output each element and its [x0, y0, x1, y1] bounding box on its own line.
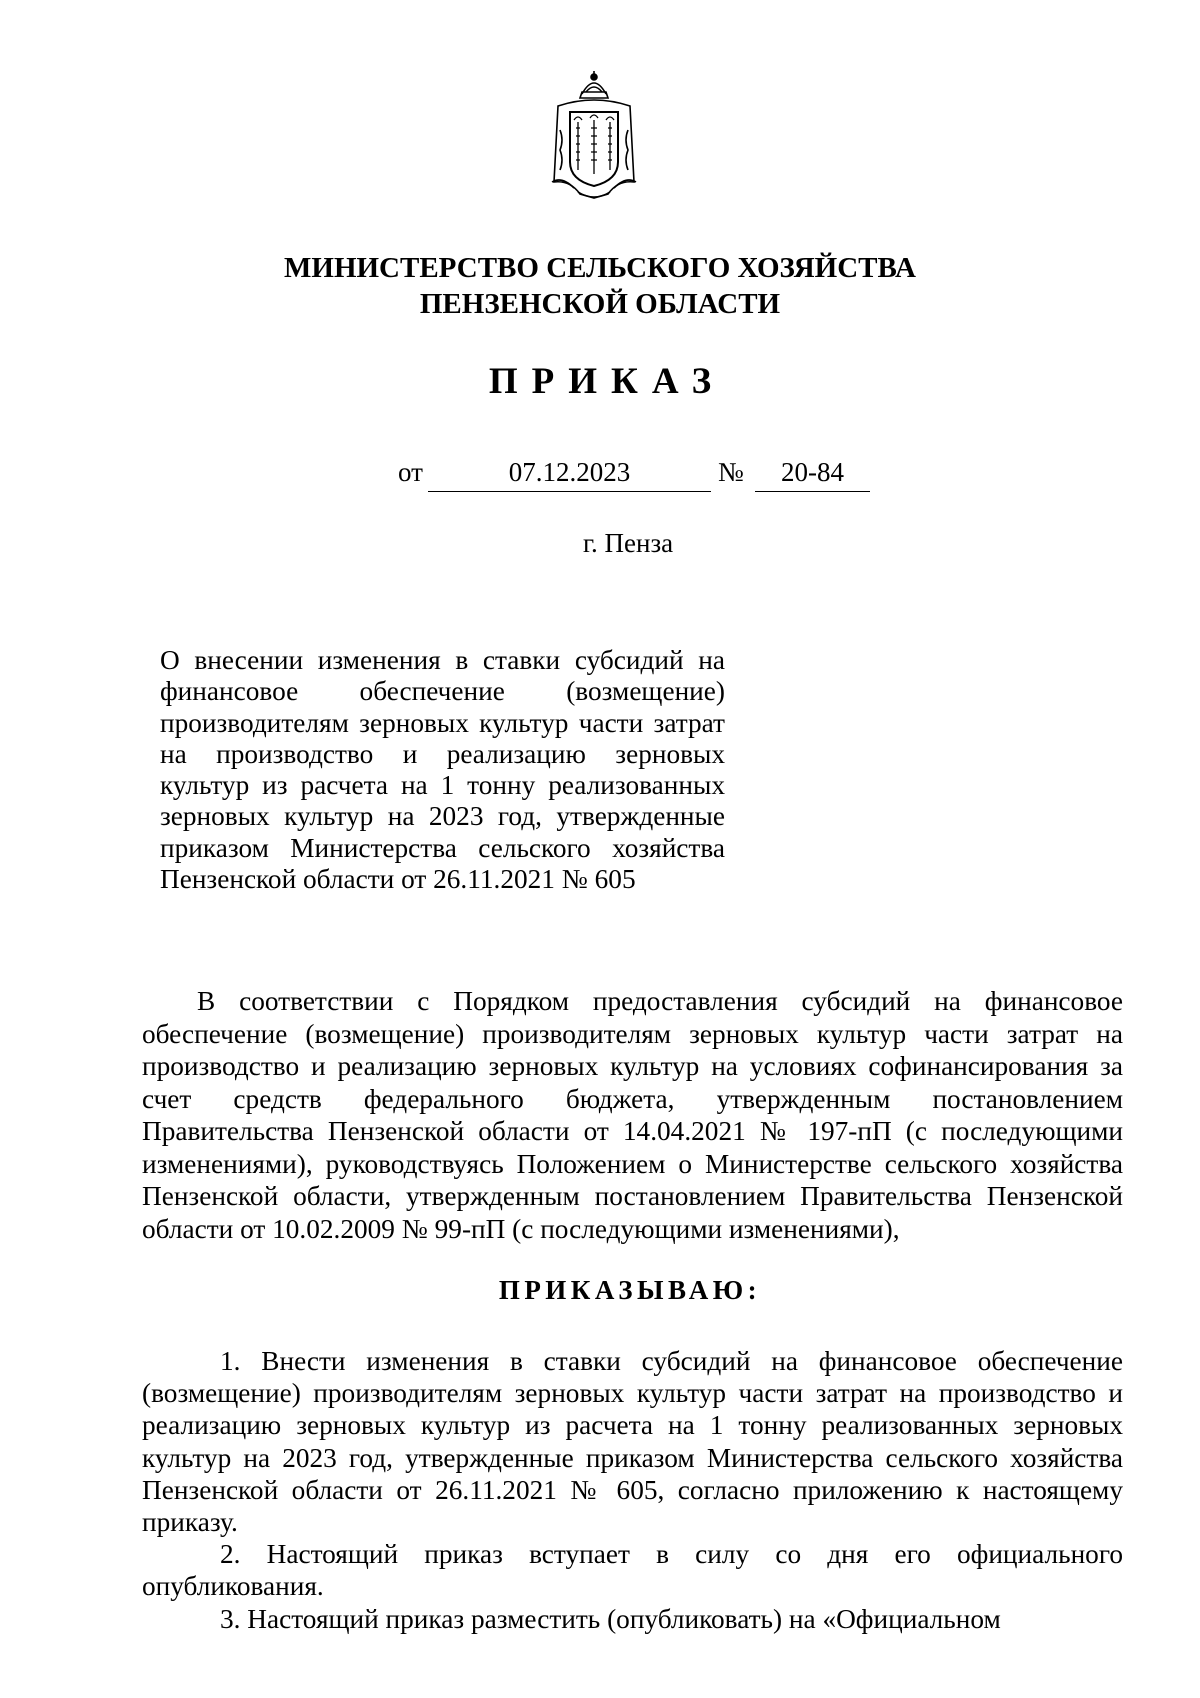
date-prefix: от	[398, 457, 423, 487]
order-subject: О внесении изменения в ставки субсидий на финансовое обеспечение (возмещение) производителям зерновых культур части затрат на производство и реализацию зерновых культур из расчета на 1 тонну реализованных зерновых культур на 2023 год, утвержденные приказом Министерства сельского хозяйства Пензенской области от 26.11.2021 № 605	[160, 645, 725, 895]
order-items	[142, 1345, 1123, 1635]
order-item-1: 1. Внести изменения в ставки субсидий на финансовое обеспечение (возмещение) производителям зерновых культур части затрат на производство и реализацию зерновых культур из расчета на 1 тонну реализованных зерновых культур на 2023 год, утвержденные приказом Министерства сельского хозяйства Пензенской области от 26.11.2021 № 605, согласно приложению к настоящему приказу.	[142, 1346, 1123, 1538]
coat-of-arms-icon	[548, 70, 640, 202]
order-item-2: 2. Настоящий приказ вступает в силу со дня его официального опубликования.	[142, 1539, 1123, 1602]
number-prefix: №	[718, 457, 744, 487]
order-item-3: 3. Настоящий приказ разместить (опубликовать) на «Официальном	[220, 1603, 1001, 1634]
order-date: 07.12.2023	[428, 457, 711, 492]
order-number: 20-84	[755, 457, 870, 492]
ministry-line-2: ПЕНЗЕНСКОЙ ОБЛАСТИ	[419, 288, 781, 320]
preamble-paragraph: В соответствии с Порядком предоставления субсидий на финансовое обеспечение (возмещение) производителям зерновых культур части затрат на производство и реализацию зерновых культур на условиях софинансирования за счет средств федерального бюджета, утвержденным постановлением Правительства Пензенской области от 14.04.2021 № 197-пП (с последующими изменениями), руководствуясь Положением о Министерстве сельского хозяйства Пензенской области, утвержденным постановлением Правительства Пензенской области от 10.02.2009 № 99-пП (с последующими изменениями),	[142, 986, 1123, 1244]
city: г. Пенза	[583, 528, 674, 558]
ministry-line-1: МИНИСТЕРСТВО СЕЛЬСКОГО ХОЗЯЙСТВА	[284, 252, 916, 284]
decree-word: ПРИКАЗЫВАЮ:	[498, 1275, 762, 1305]
document-type-title: ПРИКАЗ	[488, 361, 726, 402]
ministry-name	[0, 250, 1200, 322]
